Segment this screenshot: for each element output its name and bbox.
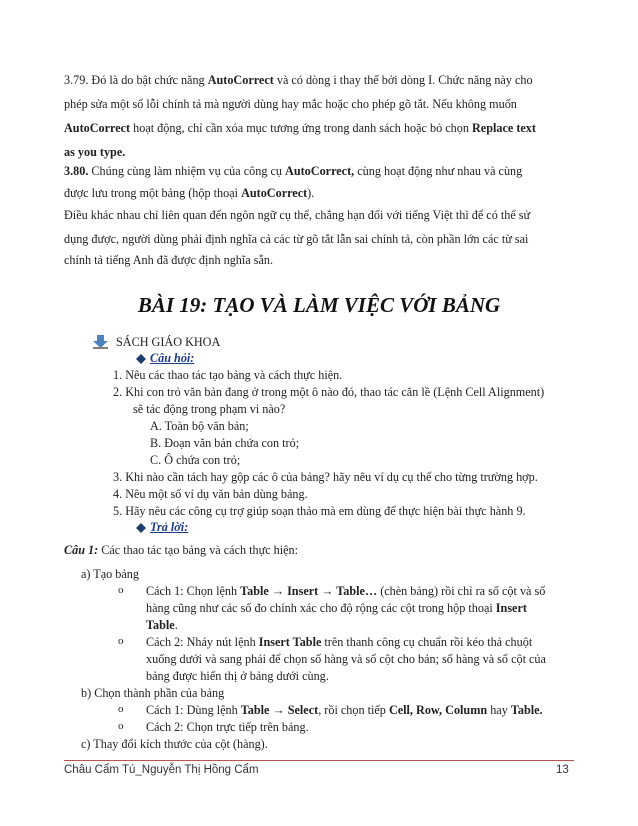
method-line: hàng cũng như các số đo chính xác cho độ rộng các cột trong hộp thoại Insert (146, 601, 527, 615)
answers-heading: Trả lời: (150, 520, 189, 534)
circle-bullet-icon: o (118, 584, 124, 596)
diamond-bullet-icon (136, 523, 146, 533)
question-item: 5. Hãy nêu các công cụ trợ giúp soạn thảo mà em dùng để thực hiện bài thực hành 9. (113, 504, 526, 518)
answer-question-line: Câu 1: Các thao tác tạo bảng và cách thực hiện: (64, 543, 299, 557)
question-item: 2. Khi con trỏ văn bản đang ở trong một ô nào đó, thao tác căn lề (Lệnh Cell Alignment) (113, 385, 545, 399)
question-item: 3. Khi nào cần tách hay gộp các ô của bảng? hãy nêu ví dụ cụ thể cho từng trường hợp. (113, 470, 538, 484)
paragraph-line: được lưu trong một bảng (hộp thoại AutoCorrect). (64, 186, 315, 200)
method-line: Table. (146, 618, 178, 632)
lesson-title: BÀI 19: TẠO VÀ LÀM VIỆC VỚI BẢNG (137, 293, 501, 317)
subsection-c: c) Thay đổi kích thước của cột (hàng). (81, 737, 268, 751)
circle-bullet-icon: o (118, 635, 124, 647)
paragraph-line: AutoCorrect hoạt động, chỉ cần xóa mục tương ứng trong danh sách hoặc bỏ chọn Replace text (64, 121, 536, 135)
circle-bullet-icon: o (118, 703, 124, 715)
section-label: SÁCH GIÁO KHOA (116, 335, 221, 349)
diamond-bullet-icon (136, 354, 146, 364)
subsection-b: b) Chọn thành phần của bảng (81, 686, 225, 700)
paragraph-line: dụng được, người dùng phải định nghĩa cả các từ gõ tắt lẫn sai chính tả, còn phần lớn các từ sai (64, 232, 529, 246)
circle-bullet-icon: o (118, 720, 124, 732)
footer-divider (64, 760, 574, 761)
paragraph-line: 3.80. Chúng cùng làm nhiệm vụ của công cụ AutoCorrect, cùng hoạt động như nhau và cùng (64, 164, 523, 178)
answer-option: B. Đoạn văn bản chứa con trỏ; (150, 436, 300, 450)
method-line: Cách 1: Dùng lệnh Table → Select, rồi chọn tiếp Cell, Row, Column hay Table. (146, 703, 543, 717)
down-arrow-bullet-icon (93, 335, 108, 349)
paragraph-line: as you type. (64, 145, 126, 159)
subsection-a: a) Tạo bảng (81, 567, 139, 581)
footer-author: Châu Cẩm Tú_Nguyễn Thị Hồng Cẩm (64, 764, 259, 776)
page-number: 13 (556, 764, 569, 776)
question-item: 4. Nêu một số ví dụ văn bản dùng bảng. (113, 487, 308, 501)
method-line: Cách 2: Nháy nút lệnh Insert Table trên thanh công cụ chuẩn rồi kéo thả chuột (146, 635, 533, 649)
answer-option: C. Ô chứa con trỏ; (150, 453, 241, 467)
paragraph-line: chính tả tiếng Anh đã được định nghĩa sẵn. (64, 253, 274, 267)
question-item: sẽ tác động trong phạm vi nào? (133, 402, 286, 416)
questions-heading: Câu hỏi: (150, 351, 195, 365)
answer-option: A. Toàn bộ văn bản; (150, 419, 249, 433)
paragraph-line: phép sửa một số lỗi chính tả mà người dùng hay mắc hoặc cho phép gõ tắt. Nếu không muốn (64, 97, 517, 111)
paragraph-line: Điều khác nhau chỉ liên quan đến ngôn ngữ cụ thể, chẳng hạn đối với tiếng Việt thì để có thể sử (64, 208, 531, 222)
method-line: Cách 1: Chọn lệnh Table → Insert → Table… (chèn bảng) rồi chỉ ra số cột và số (146, 584, 546, 598)
method-line: Cách 2: Chọn trực tiếp trên bảng. (146, 720, 309, 734)
paragraph-line: 3.79. Đó là do bật chức năng AutoCorrect và có dòng i thay thế bởi dòng I. Chức năng này cho (64, 73, 533, 87)
question-item: 1. Nêu các thao tác tạo bảng và cách thực hiện. (113, 368, 343, 382)
method-line: bảng được hiển thị ở bảng dưới cùng. (146, 669, 329, 683)
method-line: xuống dưới và sang phải để chọn số hàng và số cột cho bản; số hàng và số cột của (146, 652, 546, 666)
